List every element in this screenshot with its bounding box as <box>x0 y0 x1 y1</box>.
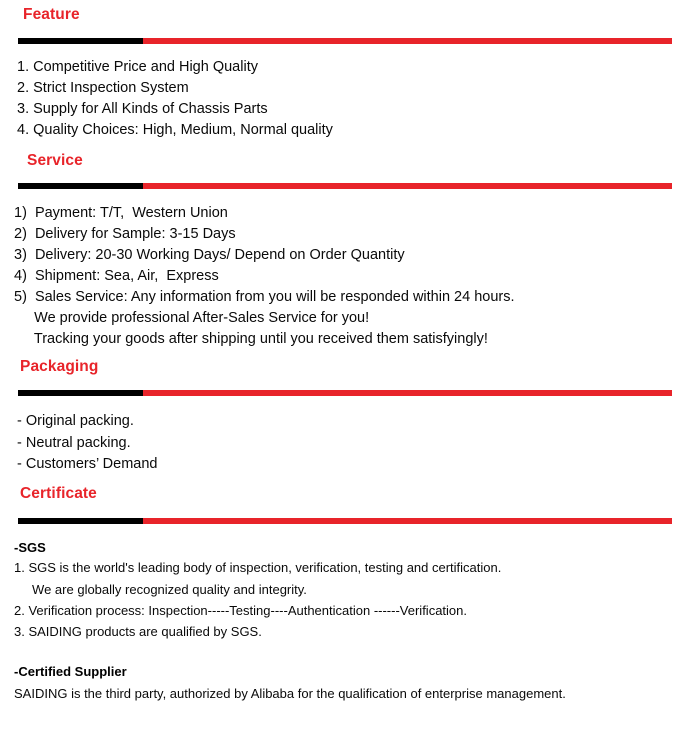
sgs-item-3: 3. SAIDING products are qualified by SGS. <box>14 624 262 639</box>
sgs-item-2: 2. Verification process: Inspection-----Testing----Authentication ------Verification. <box>14 603 467 618</box>
certified-supplier-label: -Certified Supplier <box>14 664 127 679</box>
service-item-5-line-2: We provide professional After-Sales Service for you! <box>14 310 370 326</box>
divider-service <box>18 183 672 189</box>
feature-item-2: 2. Strict Inspection System <box>17 80 189 96</box>
divider-black-segment <box>18 183 143 189</box>
packaging-item-1: - Original packing. <box>17 413 134 429</box>
service-item-5: 5) Sales Service: Any information from you will be responded within 24 hours. <box>14 289 515 305</box>
packaging-item-2: - Neutral packing. <box>17 435 131 451</box>
divider-red-segment <box>143 38 672 44</box>
packaging-item-3: - Customers’ Demand <box>17 456 158 472</box>
feature-item-3: 3. Supply for All Kinds of Chassis Parts <box>17 101 268 117</box>
section-heading-feature: Feature <box>23 6 80 23</box>
divider-black-segment <box>18 390 143 396</box>
service-item-3: 3) Delivery: 20-30 Working Days/ Depend on Order Quantity <box>14 247 405 263</box>
certified-supplier-paragraph: SAIDING is the third party, authorized by Alibaba for the qualification of enterprise management. <box>14 686 566 701</box>
divider-red-segment <box>143 390 672 396</box>
section-heading-certificate: Certificate <box>20 485 97 502</box>
divider-red-segment <box>143 183 672 189</box>
divider-red-segment <box>143 518 672 524</box>
sgs-label: -SGS <box>14 540 46 555</box>
divider-packaging <box>18 390 672 396</box>
service-item-2: 2) Delivery for Sample: 3-15 Days <box>14 226 236 242</box>
divider-black-segment <box>18 518 143 524</box>
service-item-4: 4) Shipment: Sea, Air, Express <box>14 268 219 284</box>
section-heading-service: Service <box>27 152 83 169</box>
section-heading-packaging: Packaging <box>20 358 99 375</box>
service-item-5-line-3: Tracking your goods after shipping until you received them satisfyingly! <box>14 331 488 347</box>
divider-certificate <box>18 518 672 524</box>
feature-item-4: 4. Quality Choices: High, Medium, Normal quality <box>17 122 333 138</box>
service-item-1: 1) Payment: T/T, Western Union <box>14 205 228 221</box>
divider-feature <box>18 38 672 44</box>
feature-item-1: 1. Competitive Price and High Quality <box>17 59 258 75</box>
sgs-item-1-line-2: We are globally recognized quality and integrity. <box>14 582 307 597</box>
divider-black-segment <box>18 38 143 44</box>
sgs-item-1: 1. SGS is the world's leading body of inspection, verification, testing and certification. <box>14 560 502 575</box>
